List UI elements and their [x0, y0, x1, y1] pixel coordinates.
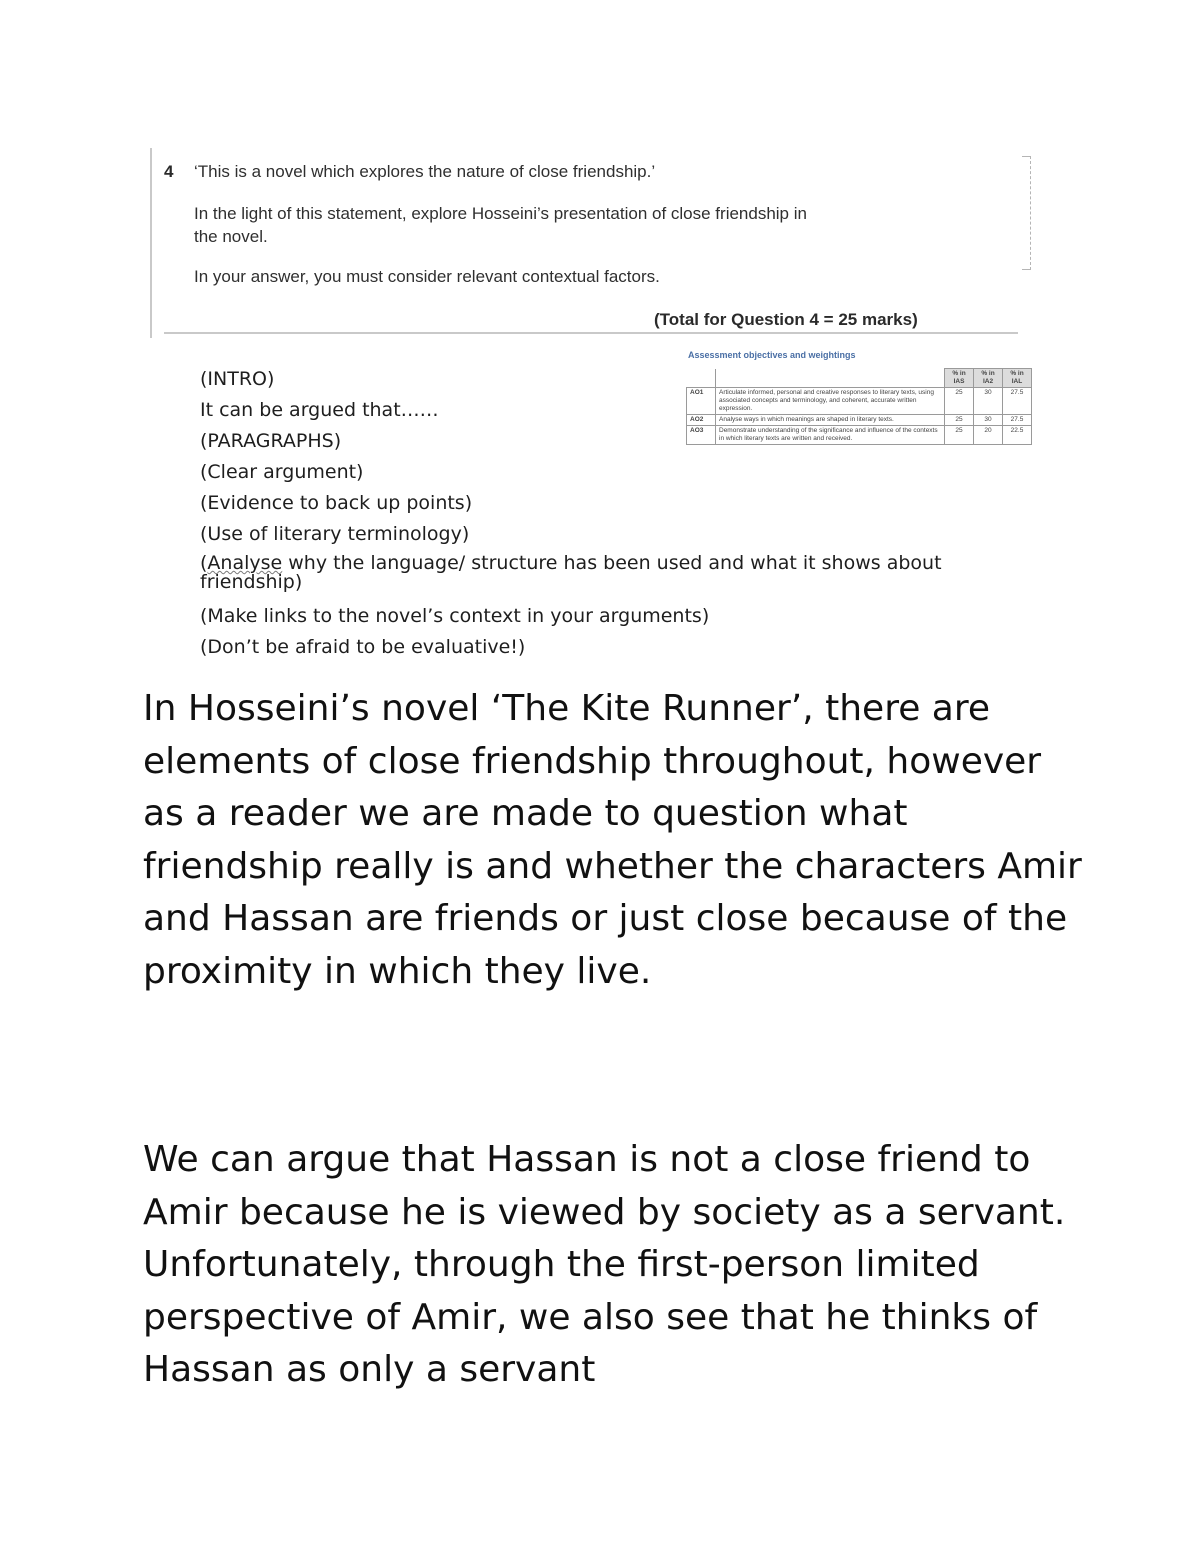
- table-row: [687, 415, 1032, 426]
- ao-description: Analyse ways in which meanings are shaped in literary texts.: [716, 415, 945, 426]
- question-total-marks: (Total for Question 4 = 25 marks): [654, 310, 918, 329]
- plan-paragraphs-heading: (PARAGRAPHS): [200, 430, 342, 452]
- plan-analyse-word: Analyse: [207, 552, 283, 574]
- header-blank: [716, 369, 945, 388]
- question-statement: ‘This is a novel which explores the nature of close friendship.’: [194, 162, 656, 181]
- ao-ia2: 30: [974, 388, 1003, 415]
- question-task-line-2: the novel.: [194, 227, 268, 246]
- ao-ia2: 30: [974, 415, 1003, 426]
- assessment-objectives: [686, 350, 1036, 480]
- exam-bottom-rule: [164, 332, 1018, 334]
- plan-terminology: (Use of literary terminology): [200, 523, 470, 545]
- plan-intro-heading: (INTRO): [200, 368, 275, 390]
- table-row: [687, 426, 1032, 445]
- plan-analyse-prefix: (: [200, 552, 208, 574]
- exam-left-rule: [150, 148, 152, 338]
- question-number: 4: [164, 162, 174, 181]
- table-row: [687, 388, 1032, 415]
- ao-code: AO3: [687, 426, 716, 445]
- question-context-note: In your answer, you must consider relevant contextual factors.: [194, 267, 660, 286]
- essay-paragraph-body: We can argue that Hassan is not a close friend to Amir because he is viewed by society as a servant. Unfortunately, through the first-person limited perspective of Amir, we also see that he thinks of Hassan as only a servant: [143, 1139, 1066, 1390]
- plan-analyse-rest: why the language/ structure has been used and what it shows about friendship): [200, 552, 942, 593]
- plan-evidence: (Evidence to back up points): [200, 492, 473, 514]
- plan-evaluative: (Don’t be afraid to be evaluative!): [200, 636, 526, 658]
- ao-code: AO2: [687, 415, 716, 426]
- header-blank: [687, 369, 716, 388]
- ao-ial: 27.5: [1003, 388, 1032, 415]
- assessment-table: [686, 368, 1032, 445]
- plan-clear-argument: (Clear argument): [200, 461, 364, 483]
- ao-ias: 25: [945, 388, 974, 415]
- ao-ial: 27.5: [1003, 415, 1032, 426]
- ao-ias: 25: [945, 415, 974, 426]
- header-ial: % in IAL: [1003, 369, 1032, 388]
- ao-ia2: 20: [974, 426, 1003, 445]
- header-ias: % in IAS: [945, 369, 974, 388]
- ao-code: AO1: [687, 388, 716, 415]
- answer-box-bracket: [1022, 156, 1031, 270]
- ao-description: Demonstrate understanding of the significance and influence of the contexts in which literary texts are written and received.: [716, 426, 945, 445]
- plan-analyse: [200, 554, 1010, 592]
- plan-context-links: (Make links to the novel’s context in your arguments): [200, 605, 710, 627]
- ao-ial: 22.5: [1003, 426, 1032, 445]
- header-ia2: % in IA2: [974, 369, 1003, 388]
- exam-question-excerpt: [150, 148, 1034, 340]
- plan-intro-starter: It can be argued that……: [200, 399, 439, 421]
- question-task-line-1: In the light of this statement, explore Hosseini’s presentation of close friendship in: [194, 204, 807, 223]
- ao-description: Articulate informed, personal and creative responses to literary texts, using associated concepts and terminology, and coherent, accurate written expression.: [716, 388, 945, 415]
- assessment-title: Assessment objectives and weightings: [688, 350, 856, 360]
- essay-paragraph-intro: In Hosseini’s novel ‘The Kite Runner’, there are elements of close friendship throughout, however as a reader we are made to question what friendship really is and whether the characters Amir and Hassan are friends or just close because of the proximity in which they live.: [143, 688, 1082, 992]
- assessment-header-row: [687, 369, 1032, 388]
- ao-ias: 25: [945, 426, 974, 445]
